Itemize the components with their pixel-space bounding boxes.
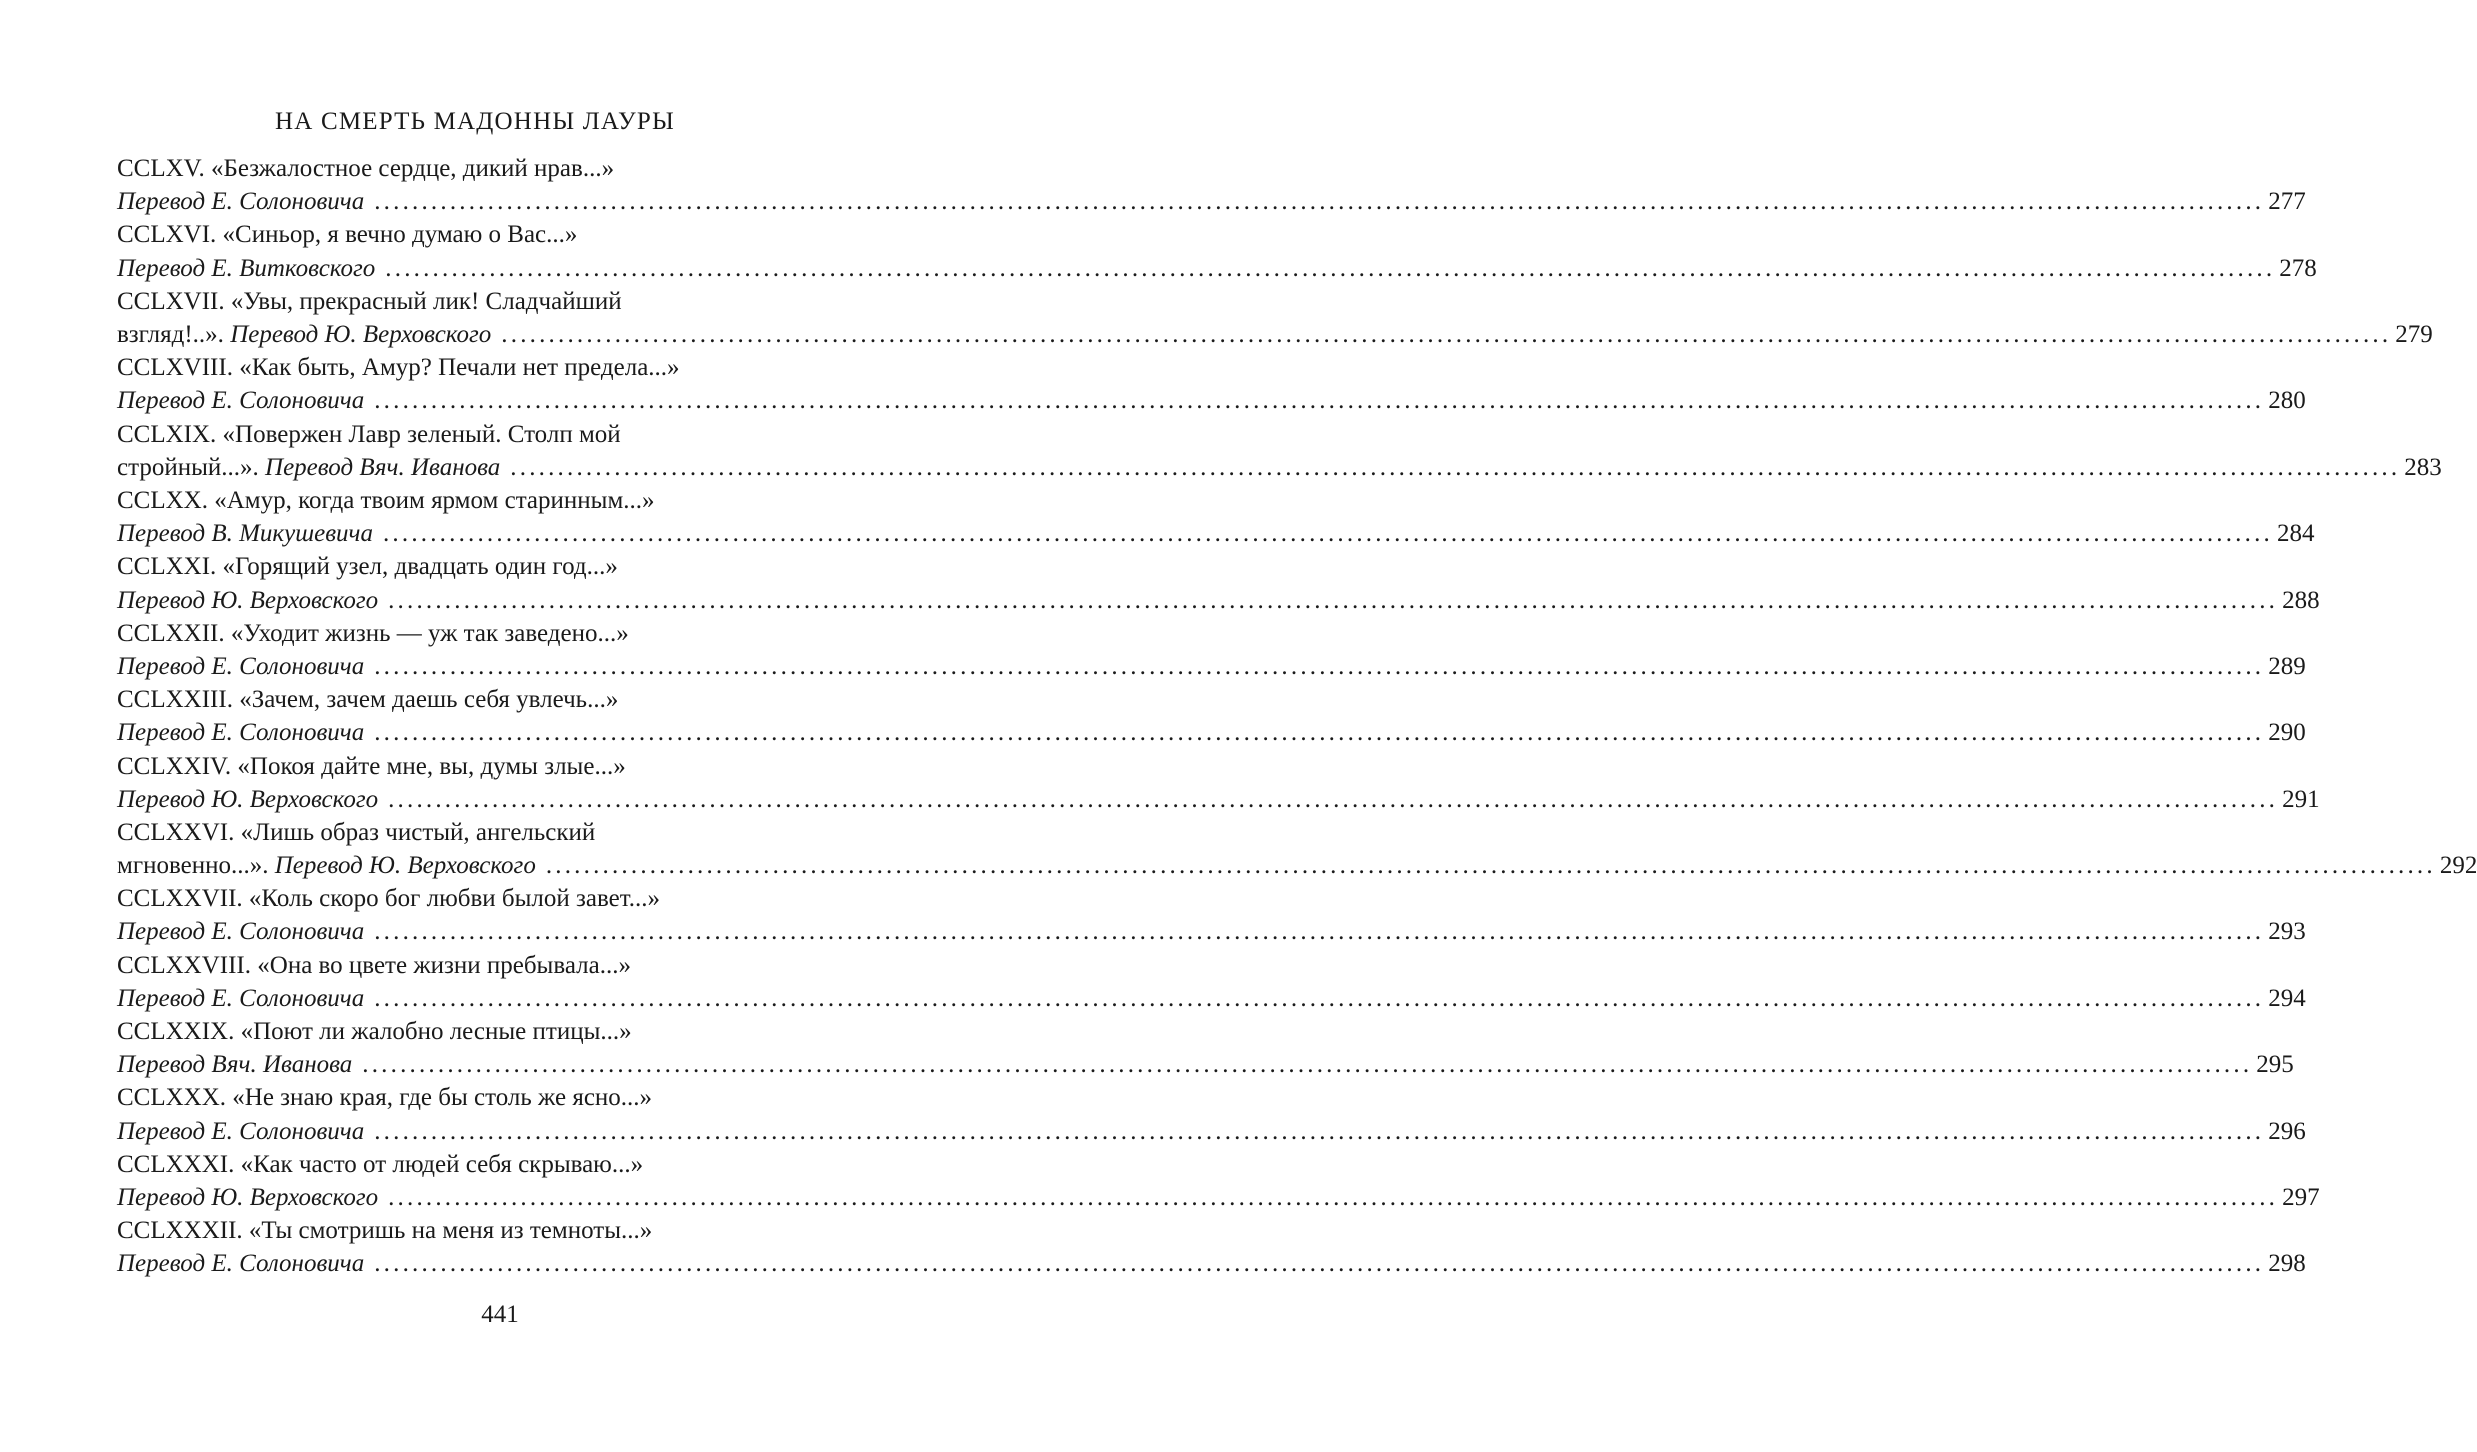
toc-entry-page-number: 291 [2282, 785, 2320, 813]
toc-entry-title-continuation: взгляд!..». [117, 320, 224, 348]
toc-entry-title: CCLXXIV. «Покоя дайте мне, вы, думы злые...» [117, 752, 626, 780]
toc-entry-page-number: 293 [2268, 918, 2306, 946]
toc-entry [117, 351, 2306, 417]
toc-entry-credit-line [117, 982, 2306, 1015]
toc-entry-page-number: 278 [2279, 254, 2317, 282]
toc-entry-page-number: 283 [2404, 453, 2442, 481]
toc-entry-credit-line [117, 584, 2320, 617]
toc-entry-title: CCLXVII. «Увы, прекрасный лик! Сладчайший [117, 287, 622, 315]
toc-entry-credit-line [117, 650, 2306, 683]
toc-entry-credit-line [117, 849, 2477, 882]
toc-entry-title: CCLXXVIII. «Она во цвете жизни пребывала...» [117, 951, 631, 979]
dot-leader: ........................................................................................................................................................................................................ [374, 984, 2265, 1012]
dot-leader: ........................................................................................................................................................................................................ [388, 1184, 2279, 1212]
toc-entry-title: CCLXXXI. «Как часто от людей себя скрываю...» [117, 1150, 644, 1178]
toc-entry [117, 550, 2320, 616]
toc-entry [117, 1148, 2320, 1214]
toc-entry-page-number: 284 [2276, 520, 2315, 548]
toc-entry-credit-line [117, 384, 2306, 417]
toc-entry [117, 218, 2317, 284]
toc-entry-page-number: 292 [2439, 852, 2477, 880]
dot-leader: ........................................................................................................................................................................................................ [382, 520, 2273, 548]
toc-entry-translator: Перевод Е. Солоновича [117, 719, 365, 747]
toc-page [117, 100, 2477, 1281]
toc-entry-translator: Перевод Ю. Верховского [274, 852, 536, 880]
toc-entry-page-number: 290 [2268, 719, 2306, 747]
toc-entry-page-number: 297 [2282, 1184, 2320, 1212]
dot-leader: ........................................................................................................................................................................................................ [388, 586, 2279, 614]
toc-entry-title: CCLXXVII. «Коль скоро бог любви былой завет...» [117, 885, 661, 913]
toc-entry [117, 683, 2306, 749]
toc-entry-title: CCLXXVI. «Лишь образ чистый, ангельский [117, 818, 596, 846]
toc-entry-translator: Перевод Ю. Верховского [230, 320, 492, 348]
toc-entry-credit-line [117, 1115, 2306, 1148]
dot-leader: ........................................................................................................................................................................................................ [545, 852, 2436, 880]
dot-leader: ........................................................................................................................................................................................................ [374, 1117, 2265, 1145]
toc-entry-translator: Перевод Ю. Верховского [117, 1184, 379, 1212]
toc-entry [117, 816, 2477, 882]
dot-leader: ........................................................................................................................................................................................................ [374, 719, 2265, 747]
toc-entry-credit-line [117, 1247, 2306, 1280]
toc-entry-title-continuation: мгновенно...». [117, 852, 269, 880]
dot-leader: ........................................................................................................................................................................................................ [374, 188, 2265, 216]
toc-entry-title: CCLXXX. «Не знаю края, где бы столь же ясно...» [117, 1084, 653, 1112]
toc-entry [117, 949, 2306, 1015]
toc-entry-credit-line [117, 915, 2306, 948]
toc-entry-translator: Перевод Ю. Верховского [117, 785, 379, 813]
toc-entry [117, 882, 2306, 948]
toc-entry-credit-line [117, 185, 2306, 218]
toc-entry [117, 418, 2442, 484]
dot-leader: ........................................................................................................................................................................................................ [374, 918, 2265, 946]
toc-entry [117, 750, 2320, 816]
toc-entry-page-number: 277 [2268, 188, 2306, 216]
toc-entry-title: CCLXIX. «Повержен Лавр зеленый. Столп мой [117, 420, 621, 448]
toc-entry-page-number: 295 [2256, 1051, 2294, 1079]
toc-entry-translator: Перевод Е. Витковского [117, 254, 376, 282]
toc-entry-title: CCLXVIII. «Как быть, Амур? Печали нет предела...» [117, 354, 680, 382]
toc-entry [117, 1081, 2306, 1147]
toc-entry-credit-line [117, 783, 2320, 816]
toc-entry-page-number: 294 [2268, 984, 2306, 1012]
toc-entry-translator: Перевод Е. Солоновича [117, 918, 365, 946]
toc-entry-credit-line [117, 451, 2442, 484]
toc-entry-translator: Перевод Вяч. Иванова [117, 1051, 353, 1079]
toc-entry-credit-line [117, 716, 2306, 749]
toc-entry-title: CCLXXIII. «Зачем, зачем даешь себя увлечь...» [117, 686, 619, 714]
toc-entry-translator: Перевод Ю. Верховского [117, 586, 379, 614]
toc-entry-title: CCLXVI. «Синьор, я вечно думаю о Вас...» [117, 221, 578, 249]
toc-entry [117, 152, 2306, 218]
toc-entry-title: CCLXXIX. «Поют ли жалобно лесные птицы...» [117, 1018, 632, 1046]
toc-entry-translator: Перевод Е. Солоновича [117, 652, 365, 680]
toc-entry-page-number: 296 [2268, 1117, 2306, 1145]
toc-entry-title: CCLXXII. «Уходит жизнь — уж так заведено...» [117, 619, 629, 647]
toc-entry-translator: Перевод Вяч. Иванова [265, 453, 501, 481]
toc-entry-translator: Перевод Е. Солоновича [117, 188, 365, 216]
toc-entry-title-continuation: стройный...». [117, 453, 259, 481]
toc-entry-credit-line [117, 517, 2315, 550]
page-number: 441 [481, 1301, 519, 1328]
toc-list [117, 152, 2477, 1281]
dot-leader: ........................................................................................................................................................................................................ [374, 387, 2265, 415]
toc-entry-page-number: 289 [2268, 652, 2306, 680]
toc-entry-title: CCLXXI. «Горящий узел, двадцать один год...» [117, 553, 618, 581]
toc-entry [117, 1015, 2294, 1081]
toc-entry [117, 484, 2315, 550]
toc-entry [117, 1214, 2306, 1280]
toc-entry-page-number: 288 [2282, 586, 2320, 614]
toc-entry-translator: Перевод Е. Солоновича [117, 1117, 365, 1145]
toc-entry-translator: Перевод Е. Солоновича [117, 984, 365, 1012]
toc-entry-credit-line [117, 318, 2433, 351]
toc-entry-page-number: 279 [2395, 320, 2433, 348]
section-title: НА СМЕРТЬ МАДОННЫ ЛАУРЫ [275, 108, 675, 135]
dot-leader: ........................................................................................................................................................................................................ [510, 453, 2401, 481]
toc-entry-credit-line [117, 1048, 2294, 1081]
dot-leader: ........................................................................................................................................................................................................ [501, 320, 2392, 348]
toc-entry-title: CCLXXXII. «Ты смотришь на меня из темноты...» [117, 1217, 653, 1245]
dot-leader: ........................................................................................................................................................................................................ [374, 652, 2265, 680]
dot-leader: ........................................................................................................................................................................................................ [374, 1250, 2265, 1278]
dot-leader: ........................................................................................................................................................................................................ [385, 254, 2276, 282]
toc-entry [117, 285, 2433, 351]
toc-entry-page-number: 298 [2268, 1250, 2306, 1278]
toc-entry-translator: Перевод В. Микушевича [117, 520, 373, 548]
toc-entry-credit-line [117, 1181, 2320, 1214]
toc-entry-page-number: 280 [2268, 387, 2306, 415]
toc-entry-title: CCLXX. «Амур, когда твоим ярмом старинным...» [117, 486, 655, 514]
toc-entry-credit-line [117, 252, 2317, 285]
toc-entry-title: CCLXV. «Безжалостное сердце, дикий нрав...» [117, 155, 615, 182]
dot-leader: ........................................................................................................................................................................................................ [362, 1051, 2253, 1079]
dot-leader: ........................................................................................................................................................................................................ [388, 785, 2279, 813]
toc-entry-translator: Перевод Е. Солоновича [117, 1250, 365, 1278]
toc-entry-translator: Перевод Е. Солоновича [117, 387, 365, 415]
toc-entry [117, 617, 2306, 683]
